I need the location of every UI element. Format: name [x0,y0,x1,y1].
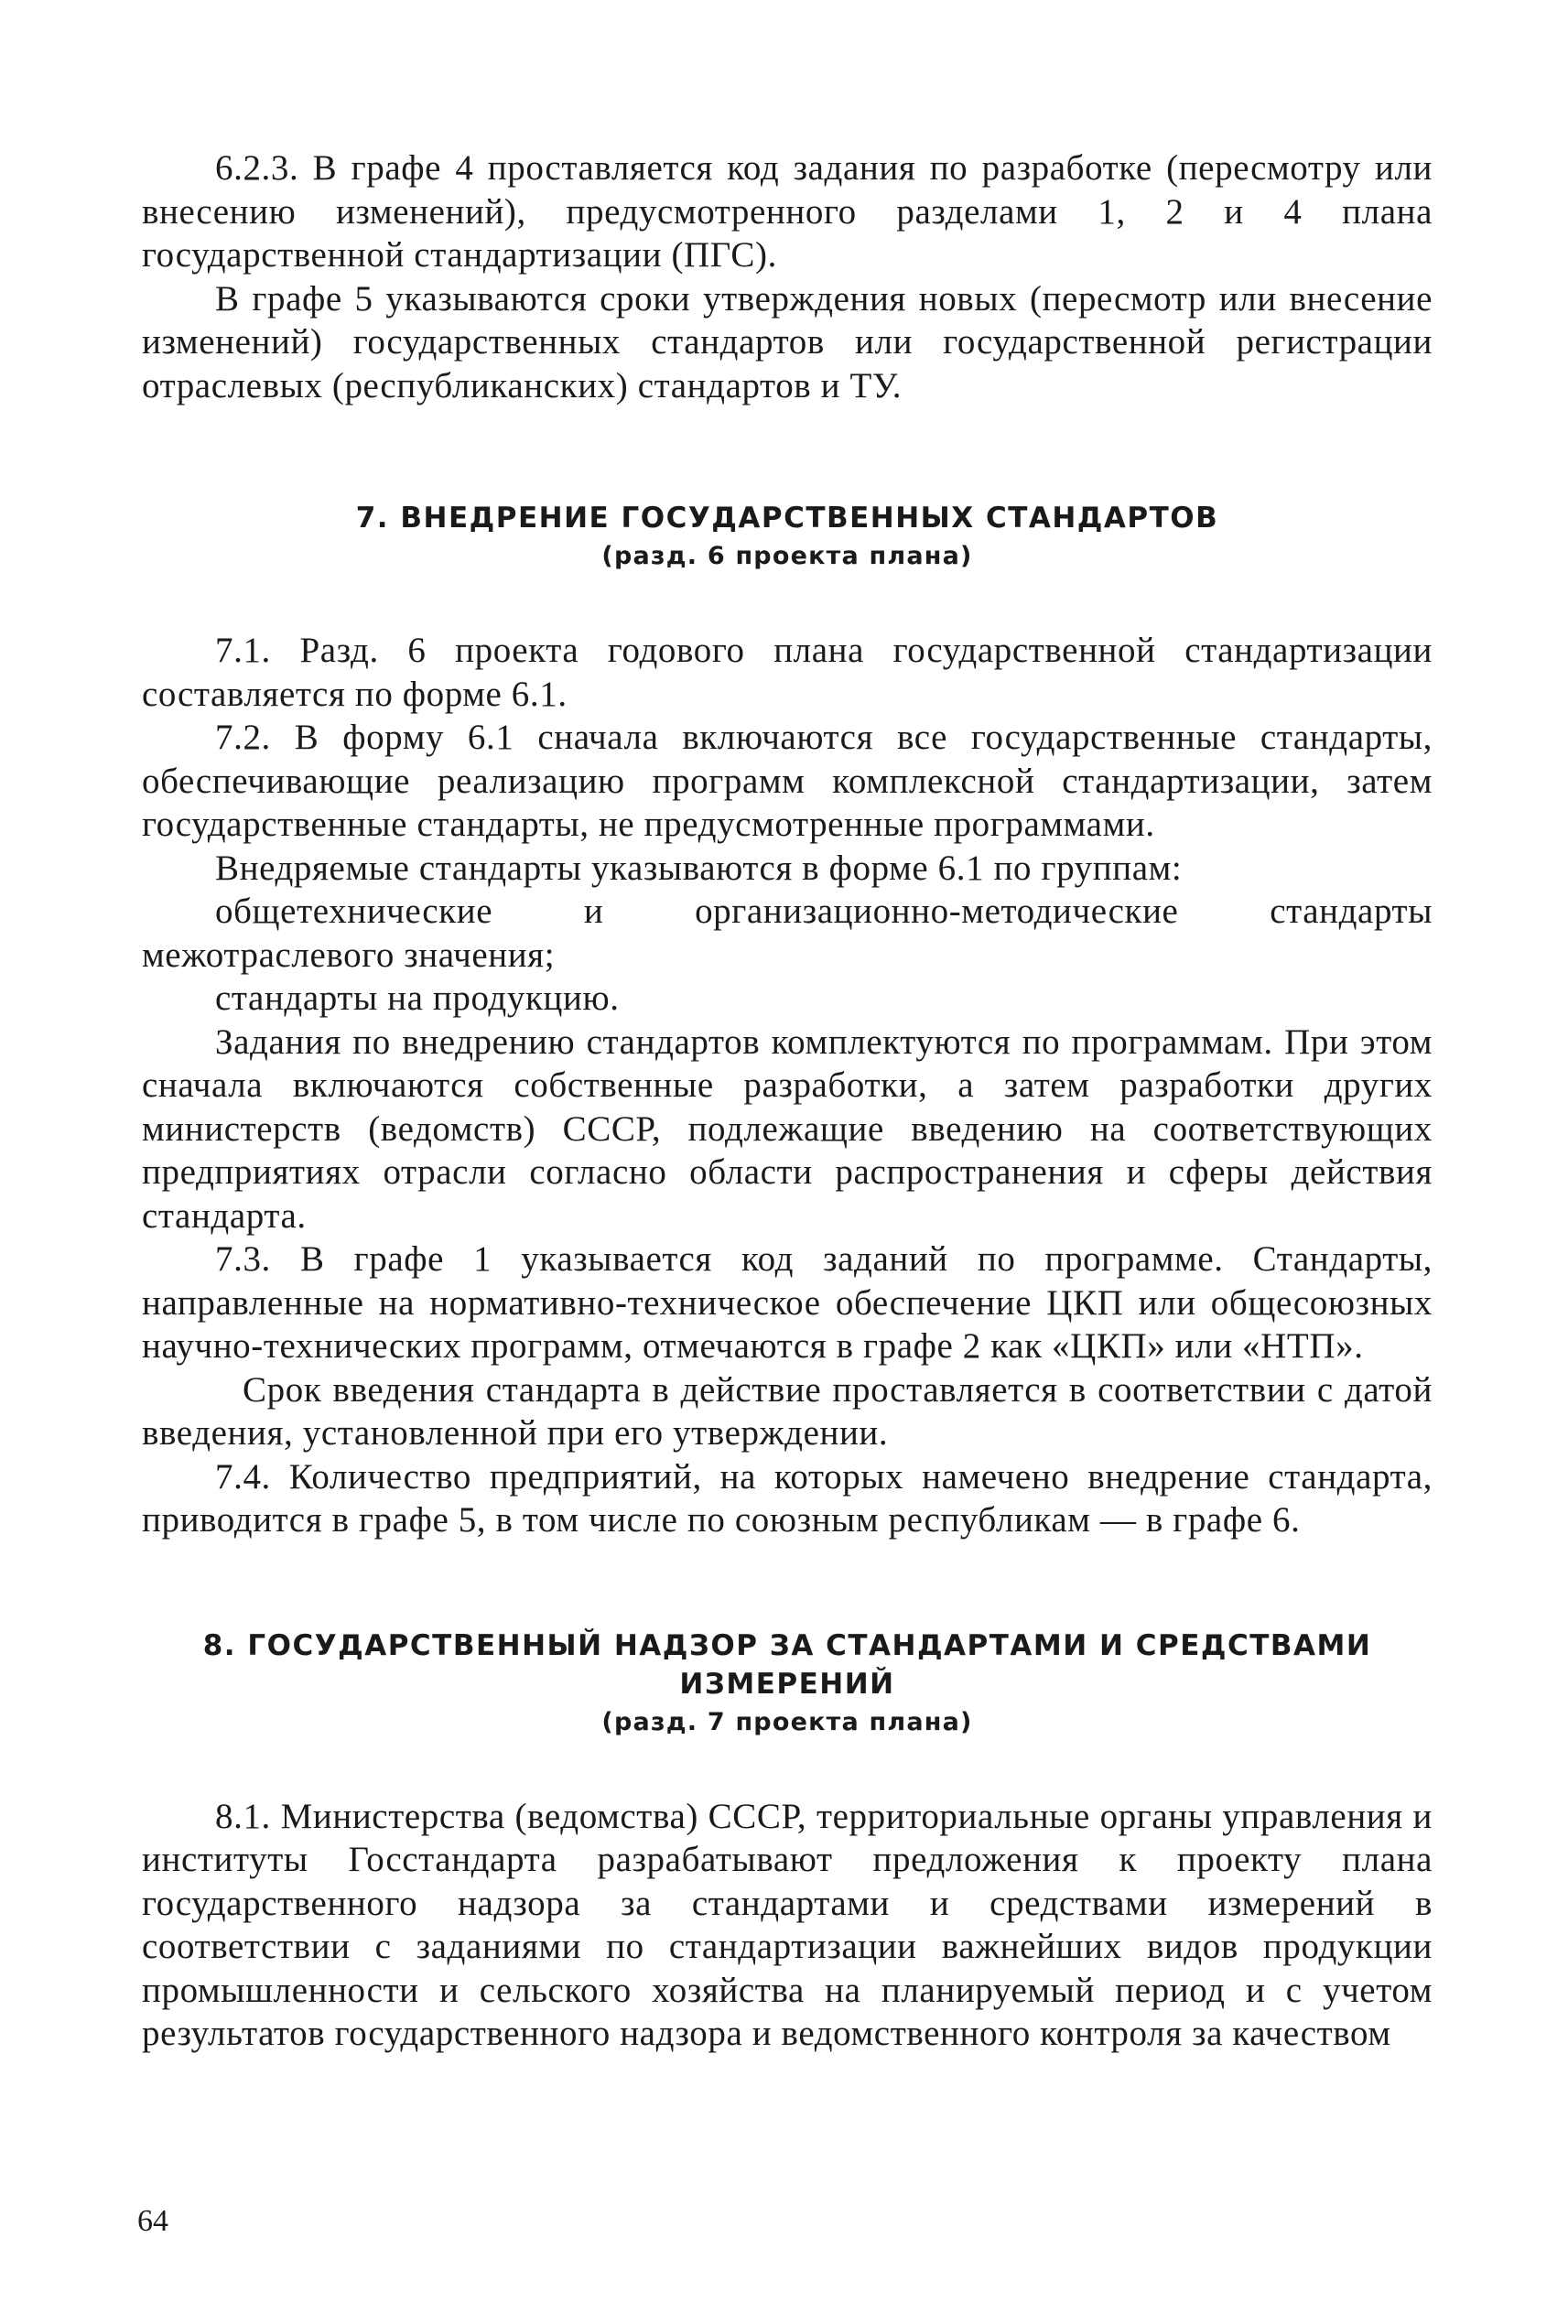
document-page [142,146,1433,2056]
section-8-title-line1: 8. ГОСУДАРСТВЕННЫЙ НАДЗОР ЗА СТАНДАРТАМИ И СРЕДСТВАМИ [202,1628,1372,1662]
section-7-subtitle: (разд. 6 проекта плана) [601,542,973,570]
section-7 [142,499,1433,1542]
paragraph-7-1: 7.1. Разд. 6 проекта годового плана государственной стандартизации составляется по форме 6.1. [142,631,1433,714]
section-8-title-line2: ИЗМЕРЕНИЙ [679,1667,895,1701]
section-8 [142,1627,1433,2056]
intro-section [142,146,1433,407]
paragraph-group-general: общетехнические и организационно-методические стандарты межотраслевого значения; [142,892,1433,975]
section-8-subtitle: (разд. 7 проекта плана) [601,1707,973,1736]
paragraph-tasks: Задания по внедрению стандартов комплектуются по программам. При этом сначала включаются собственные разработки, а затем разработки других министерств (ведомств) СССР, подлежащие введению на соответствующих предприятиях отрасли согласно области распространения и сферы действия стандарта. [142,1021,1433,1236]
paragraph-6-2-3-column5: В графе 5 указываются сроки утверждения новых (пересмотр или внесение изменений) государственных стандартов или государственной регистрации отраслевых (республиканских) стандартов и ТУ. [142,278,1433,405]
paragraph-6-2-3: 6.2.3. В графе 4 проставляется код задания по разработке (пересмотру или внесению изменений), предусмотренного разделами 1, 2 и 4 плана государственной стандартизации (ПГС). [142,148,1433,275]
paragraph-8-1: 8.1. Министерства (ведомства) СССР, территориальные органы управления и институты Госстандарта разрабатывают предложения к проекту плана государственного надзора за стандартами и средствами измерений в соответствии с заданиями по стандартизации важнейших видов продукции промышленности и сельского хозяйства на планируемый период и с учетом результатов государственного надзора и ведомственного контроля за качеством [142,1796,1433,2053]
page-number: 64 [137,2204,168,2238]
paragraph-7-4: 7.4. Количество предприятий, на которых намечено внедрение стандарта, приводится в графе 5, в том числе по союзным республикам — в графе 6. [142,1456,1433,1540]
paragraph-7-2: 7.2. В форму 6.1 сначала включаются все государственные стандарты, обеспечивающие реализацию программ комплексной стандартизации, затем государственные стандарты, не предусмотренные программами. [142,718,1433,844]
paragraph-7-3: 7.3. В графе 1 указывается код заданий по программе. Стандарты, направленные на нормативно-техническое обеспечение ЦКП или общесоюзных научно-технических программ, отмечаются в графе 2 как «ЦКП» или «НТП». [142,1239,1433,1366]
paragraph-groups-intro: Внедряемые стандарты указываются в форме 6.1 по группам: [215,848,1183,888]
paragraph-group-products: стандарты на продукцию. [215,978,620,1018]
paragraph-deadline: Срок введения стандарта в действие проставляется в соответствии с датой введения, установленной при его утверждении. [142,1369,1433,1453]
section-7-title: 7. ВНЕДРЕНИЕ ГОСУДАРСТВЕННЫХ СТАНДАРТОВ [355,502,1219,535]
